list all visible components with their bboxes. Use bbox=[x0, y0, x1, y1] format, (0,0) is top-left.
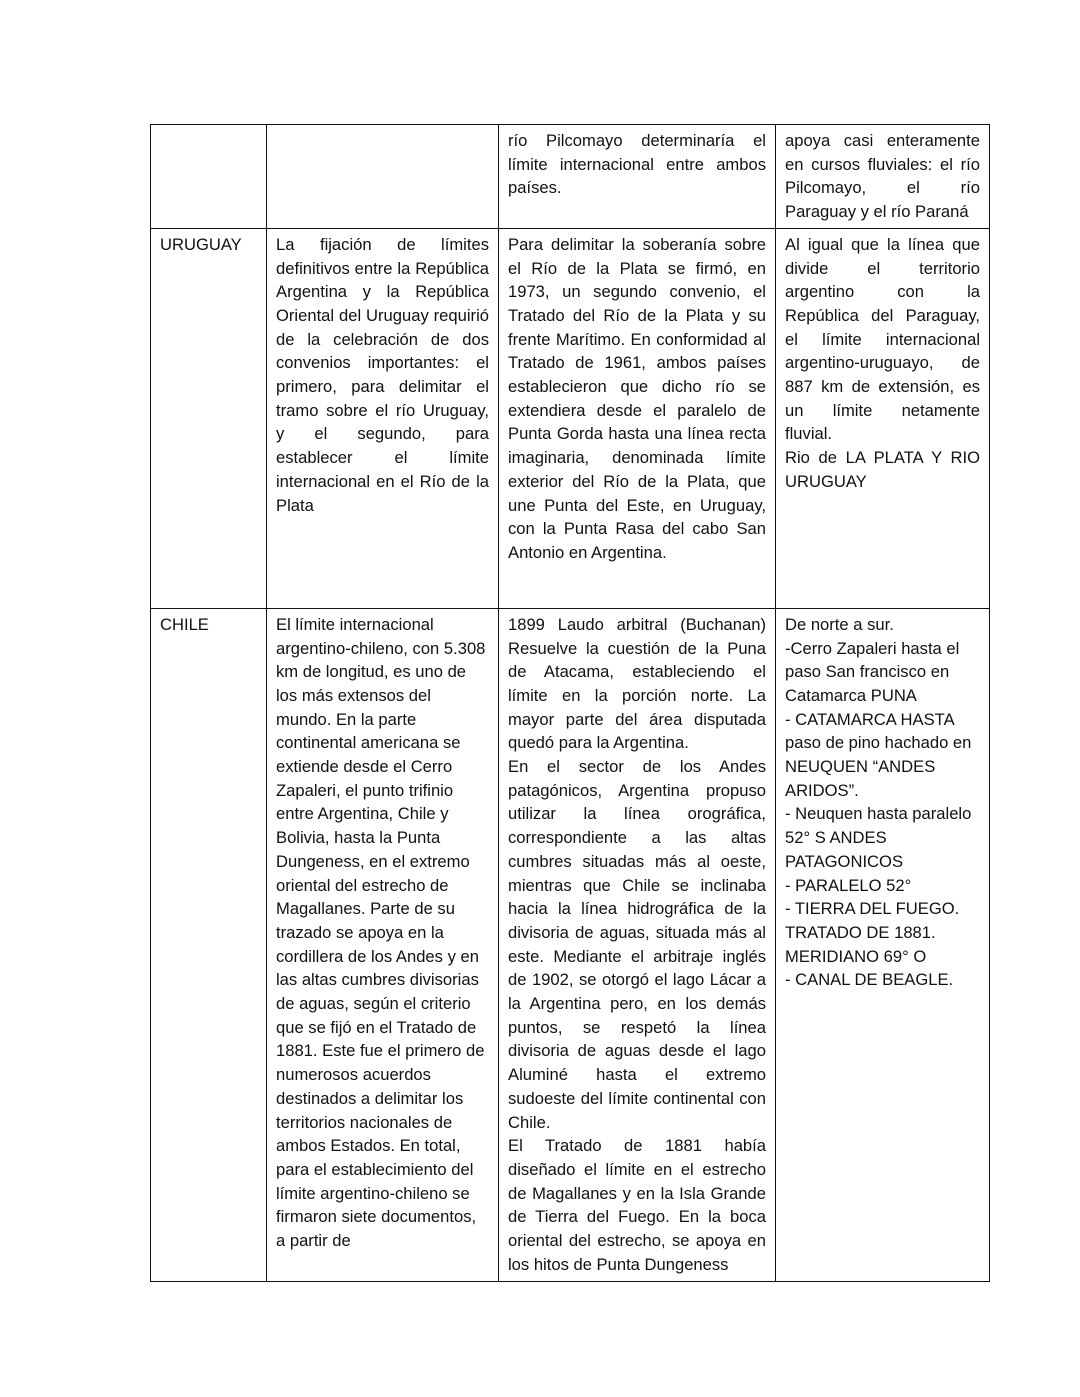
treaty-cell bbox=[499, 608, 776, 1281]
treaty-cell bbox=[499, 228, 776, 608]
table-row bbox=[151, 228, 990, 608]
treaty-paragraph: El Tratado de 1881 había diseñado el límite en el estrecho de Magallanes y en la Isla Grande de Tierra del Fuego. En la boca oriental del estrecho, se apoya en los hitos de Punta Dungeness bbox=[508, 1136, 766, 1274]
treaty-paragraph: Para delimitar la soberanía sobre el Río de la Plata se firmó, en 1973, un segundo convenio, el Tratado del Río de la Plata y su frente Marítimo. En conformidad al Tratado de 1961, ambos países establecieron que dicho río se extendiera desde el paralelo de Punta Gorda hasta una línea recta imaginaria, denominada límite exterior del Río de la Plata, que une Punta del Este, en Uruguay, con la Punta Rasa del cabo San Antonio en Argentina. bbox=[508, 234, 766, 562]
notes-paragraph: Al igual que la línea que divide el territorio argentino con la República del Paraguay, el límite internacional argentino-uruguayo, de 887 km de extensión, es un límite netamente fluvial. bbox=[785, 234, 980, 444]
notes-paragraph: - CANAL DE BEAGLE. bbox=[785, 970, 954, 990]
description-cell bbox=[267, 228, 499, 608]
table-row bbox=[151, 125, 990, 229]
country-cell: URUGUAY bbox=[151, 228, 267, 608]
notes-paragraph: Rio de LA PLATA Y RIO URUGUAY bbox=[785, 448, 980, 491]
treaty-cell bbox=[499, 125, 776, 229]
notes-paragraph: De norte a sur. bbox=[785, 614, 894, 634]
treaty-paragraph: 1899 Laudo arbitral (Buchanan) Resuelve la cuestión de la Puna de Atacama, estableciendo el límite en la porción norte. La mayor parte del área disputada quedó para la Argentina. bbox=[508, 614, 766, 753]
treaty-paragraph: En el sector de los Andes patagónicos, Argentina propuso utilizar la línea orográfica, correspondiente a las altas cumbres situadas más al oeste, mientras que Chile se inclinaba hacia la línea hidrográfica de la divisoria de aguas, situada más al este. Mediante el arbitraje inglés de 1902, se otorgó el lago Lácar a la Argentina pero, en los demás puntos, se respetó la línea divisoria de aguas desde el lago Aluminé hasta el extremo sudoeste del límite continental con Chile. bbox=[508, 757, 766, 1132]
notes-paragraph: -Cerro Zapaleri hasta el paso San francisco en Catamarca PUNA bbox=[785, 638, 960, 705]
limits-table bbox=[150, 124, 990, 1282]
description-cell bbox=[267, 125, 499, 229]
notes-paragraph: apoya casi enteramente en cursos fluviales: el río Pilcomayo, el río Paraguay y el río Paraná bbox=[785, 131, 980, 222]
country-cell bbox=[151, 125, 267, 229]
notes-cell bbox=[776, 228, 990, 608]
notes-paragraph: - TIERRA DEL FUEGO. TRATADO DE 1881. MERIDIANO 69° O bbox=[785, 899, 960, 966]
notes-cell bbox=[776, 608, 990, 1281]
notes-cell bbox=[776, 125, 990, 229]
treaty-paragraph: río Pilcomayo determinaría el límite internacional entre ambos países. bbox=[508, 131, 766, 198]
description-cell bbox=[267, 608, 499, 1281]
table-row bbox=[151, 608, 990, 1281]
description-paragraph: El límite internacional argentino-chileno, con 5.308 km de longitud, es uno de los más extensos del mundo. En la parte continental americana se extiende desde el Cerro Zapaleri, el punto trifinio entre Argentina, Chile y Bolivia, hasta la Punta Dungeness, en el extremo oriental del estrecho de Magallanes. Parte de su trazado se apoya en la cordillera de los Andes y en las altas cumbres divisorias de aguas, según el criterio que se fijó en el Tratado de 1881. Este fue el primero de numerosos acuerdos destinados a delimitar los territorios nacionales de ambos Estados. En total, para el establecimiento del límite argentino-chileno se firmaron siete documentos, a partir de bbox=[276, 614, 486, 1251]
notes-paragraph: - CATAMARCA HASTA paso de pino hachado en NEUQUEN “ANDES ARIDOS”. bbox=[785, 709, 972, 800]
notes-paragraph: - PARALELO 52° bbox=[785, 875, 912, 895]
country-cell: CHILE bbox=[151, 608, 267, 1281]
description-paragraph: La fijación de límites definitivos entre la República Argentina y la República Oriental del Uruguay requirió de la celebración de dos convenios importantes: el primero, para delimitar el tramo sobre el río Uruguay, y el segundo, para establecer el límite internacional en el Río de la Plata bbox=[276, 234, 489, 515]
notes-paragraph: - Neuquen hasta paralelo 52° S ANDES PATAGONICOS bbox=[785, 804, 972, 871]
